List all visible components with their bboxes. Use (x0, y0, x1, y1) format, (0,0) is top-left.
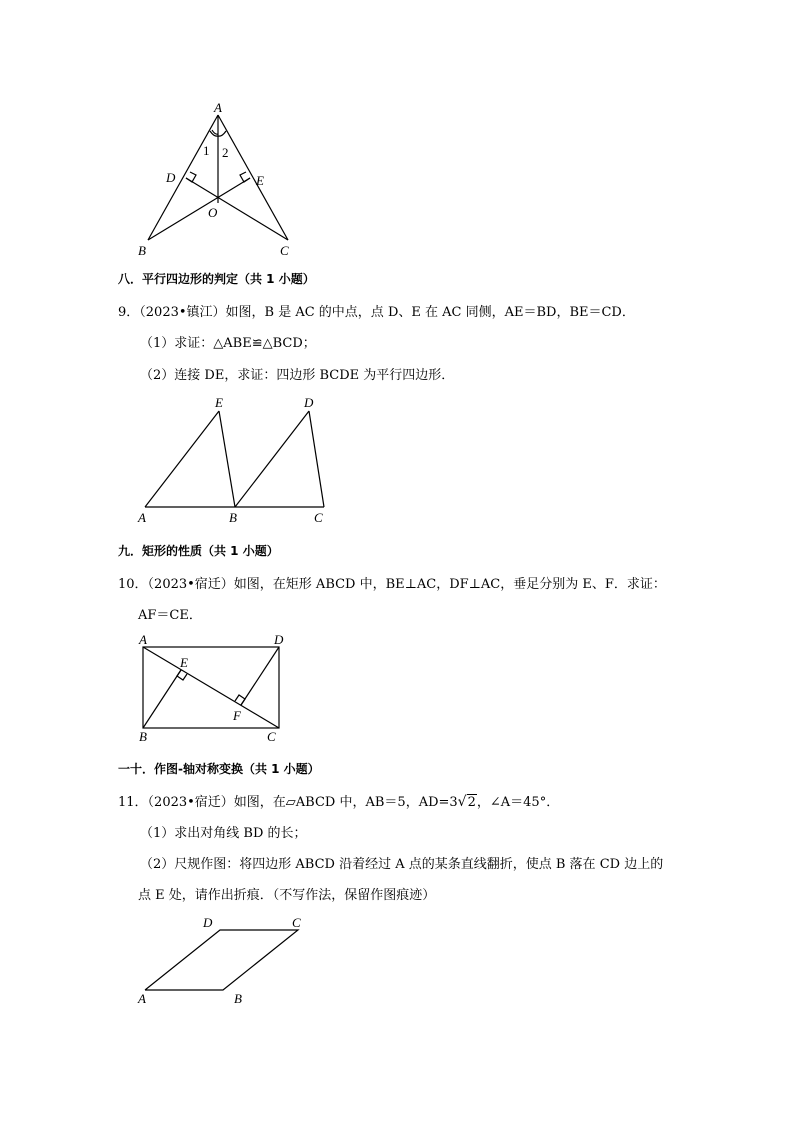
label-E: E (215, 395, 223, 410)
label-A: A (214, 100, 222, 115)
section-heading-10: 一十．作图-轴对称变换（共 1 小题） (118, 762, 320, 776)
q9-part1: （1）求证：△ABE≌△BCD； (140, 336, 316, 351)
q10-stem-cont: AF＝CE． (138, 608, 202, 623)
label-D: D (304, 395, 314, 410)
label-C: C (267, 729, 276, 744)
label-A: A (138, 991, 146, 1005)
label-C: C (292, 915, 301, 930)
label-C: C (280, 243, 289, 258)
label-B: B (229, 510, 237, 525)
label-B: B (138, 243, 146, 258)
label-O: O (208, 205, 218, 220)
q11-stem-post: ，∠A＝45°． (476, 795, 560, 810)
label-B: B (234, 991, 242, 1005)
label-A: A (139, 632, 147, 647)
q11-part1: （1）求出对角线 BD 的长； (140, 826, 307, 841)
sqrt-argument: 2 (467, 795, 476, 810)
label-D: D (166, 170, 176, 185)
figure-isosceles-triangle (130, 95, 310, 265)
label-F: F (233, 708, 241, 723)
label-E: E (256, 173, 264, 188)
figure-rectangle (130, 630, 300, 746)
q10-stem: 10．（2023•宿迁）如图，在矩形 ABCD 中，BE⊥AC，DF⊥AC，垂足分别为 E、F．求证： (118, 577, 666, 592)
sqrt-symbol: √ (457, 794, 467, 810)
q11-part2-cont: 点 E 处，请作出折痕．（不写作法，保留作图痕迹） (138, 888, 436, 903)
section-heading-8: 八．平行四边形的判定（共 1 小题） (118, 272, 315, 286)
label-D: D (203, 915, 213, 930)
q11-stem-pre: 11．（2023•宿迁）如图，在▱ABCD 中，AB＝5，AD=3 (118, 795, 458, 810)
q11-part2: （2）尺规作图：将四边形 ABCD 沿着经过 A 点的某条直线翻折，使点 B 落在 CD 边上的 (140, 857, 664, 872)
figure-parallelogram (130, 910, 310, 1005)
q9-stem: 9．（2023•镇江）如图，B 是 AC 的中点，点 D、E 在 AC 同侧，AE＝BD，BE＝CD． (118, 305, 635, 320)
label-E: E (180, 655, 188, 670)
label-D: D (274, 632, 284, 647)
angle-1-label: 1 (203, 143, 210, 158)
label-A: A (138, 510, 146, 525)
label-B: B (139, 729, 147, 744)
label-C: C (314, 510, 323, 525)
q9-part2: （2）连接 DE，求证：四边形 BCDE 为平行四边形． (140, 368, 455, 383)
section-heading-9: 九．矩形的性质（共 1 小题） (118, 544, 279, 558)
angle-2-label: 2 (222, 145, 229, 160)
figure-two-triangles (130, 393, 340, 528)
q11-stem (118, 791, 559, 810)
